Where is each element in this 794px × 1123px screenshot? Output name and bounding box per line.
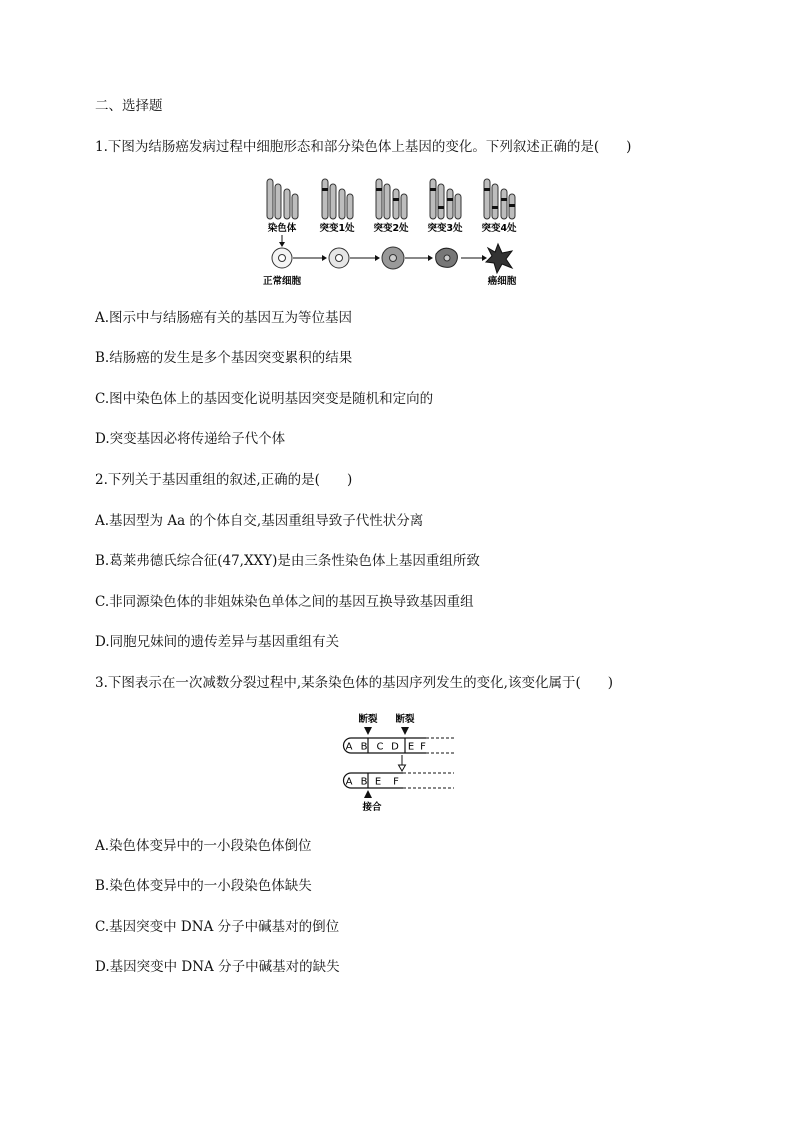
- cell-label-normal: 正常细胞: [262, 276, 302, 287]
- question-1-option-b: B.结肠癌的发生是多个基因突变累积的结果: [95, 350, 353, 366]
- question-3-option-c: C.基因突变中 DNA 分子中碱基对的倒位: [95, 919, 340, 935]
- top-gene-d: D: [391, 741, 399, 753]
- top-gene-e: E: [407, 741, 415, 753]
- stage-label-mutation-3: 突变3处: [427, 223, 463, 234]
- stage-label-chromosome: 染色体: [267, 223, 297, 234]
- question-3-option-b: B.染色体变异中的一小段染色体缺失: [95, 878, 312, 894]
- bottom-gene-f: F: [393, 776, 399, 788]
- question-2-option-a: A.基因型为 Aa 的个体自交,基因重组导致子代性状分离: [95, 513, 424, 529]
- stage-label-mutation-2: 突变2处: [373, 223, 409, 234]
- break-arrow-2: [401, 727, 409, 735]
- question-2-option-d: D.同胞兄妹间的遗传差异与基因重组有关: [95, 634, 340, 650]
- break-label-2: 断裂: [395, 714, 415, 725]
- bottom-gene-b: B: [360, 776, 368, 788]
- break-arrow-1: [364, 727, 372, 735]
- question-3-option-a: A.染色体变异中的一小段染色体倒位: [95, 838, 312, 854]
- question-2-stem: 2.下列关于基因重组的叙述,正确的是( ): [95, 472, 353, 488]
- top-gene-b: B: [360, 741, 368, 753]
- stage-label-mutation-1: 突变1处: [319, 223, 355, 234]
- question-2-option-b: B.葛莱弗德氏综合征(47,XXY)是由三条性染色体上基因重组所致: [95, 553, 480, 569]
- chromosome-deletion-figure: [338, 710, 458, 814]
- question-2-option-c: C.非同源染色体的非姐妹染色单体之间的基因互换导致基因重组: [95, 594, 474, 610]
- question-1-stem: 1.下图为结肠癌发病过程中细胞形态和部分染色体上基因的变化。下列叙述正确的是( ): [95, 139, 632, 155]
- down-arrow-icon: [399, 765, 406, 771]
- top-gene-a: A: [345, 741, 353, 753]
- question-3-stem: 3.下图表示在一次减数分裂过程中,某条染色体的基因序列发生的变化,该变化属于( ): [95, 675, 613, 691]
- stage-label-mutation-4: 突变4处: [481, 223, 517, 234]
- colon-cancer-figure: [262, 174, 532, 290]
- bottom-gene-e: E: [374, 776, 382, 788]
- cell-label-cancer: 癌细胞: [487, 276, 517, 287]
- section-title: 二、选择题: [95, 98, 163, 114]
- join-label: 接合: [362, 802, 382, 813]
- top-gene-f: F: [420, 741, 426, 753]
- question-1-option-d: D.突变基因必将传递给子代个体: [95, 431, 286, 447]
- question-1-option-a: A.图示中与结肠癌有关的基因互为等位基因: [95, 310, 353, 326]
- question-1-option-c: C.图中染色体上的基因变化说明基因突变是随机和定向的: [95, 391, 434, 407]
- top-gene-c: C: [376, 741, 384, 753]
- break-label-1: 断裂: [358, 714, 378, 725]
- join-arrow-icon: [364, 790, 372, 798]
- bottom-gene-a: A: [345, 776, 353, 788]
- question-3-option-d: D.基因突变中 DNA 分子中碱基对的缺失: [95, 959, 340, 975]
